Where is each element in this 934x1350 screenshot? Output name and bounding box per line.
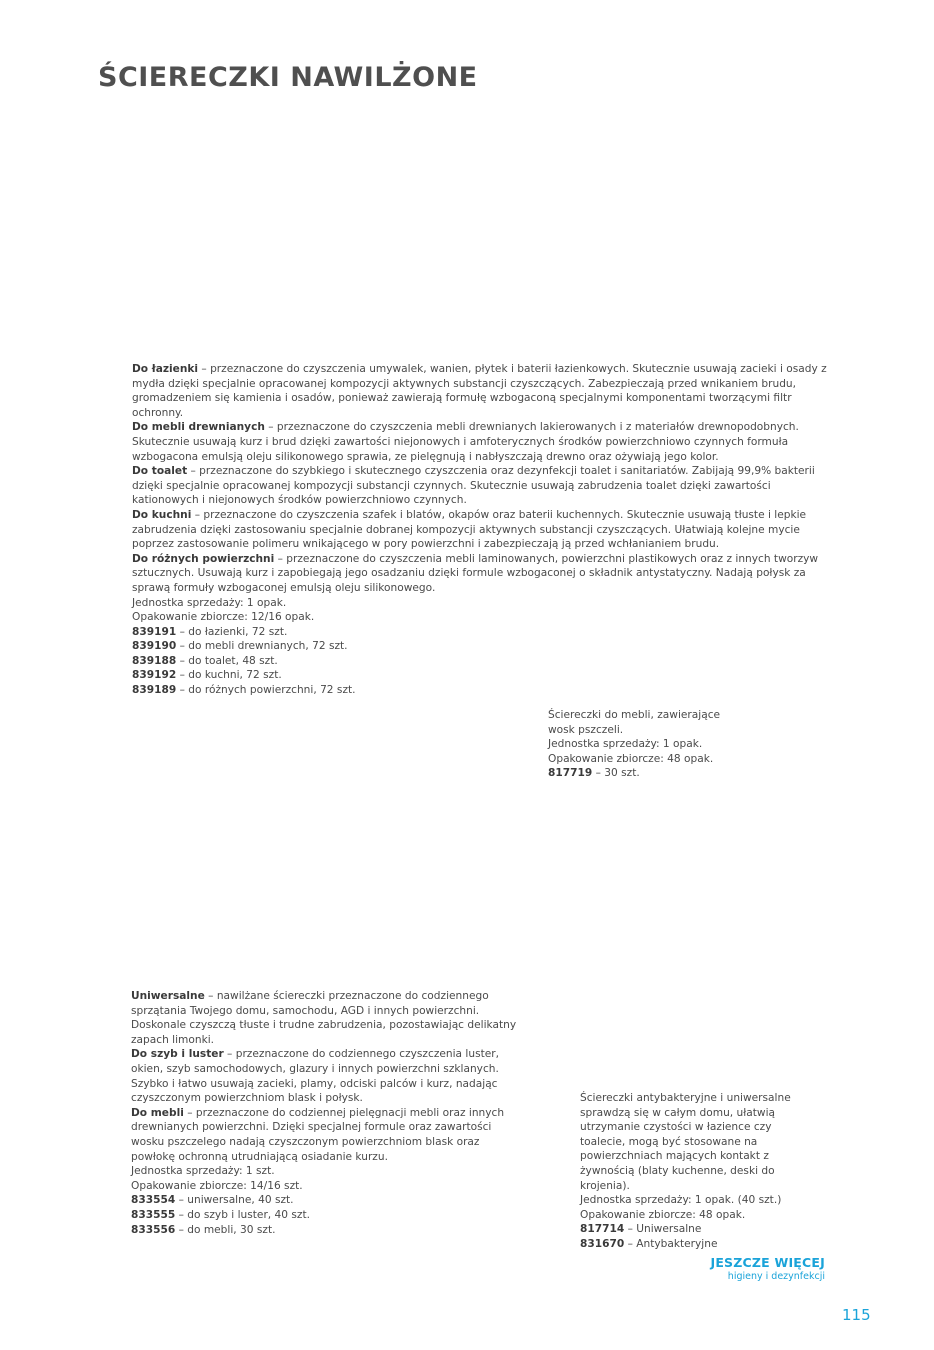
more-title: JESZCZE WIĘCEJ xyxy=(710,1255,825,1270)
product-code: 839192 xyxy=(132,669,177,682)
product-code-line xyxy=(548,766,738,781)
description-bathroom xyxy=(132,362,837,420)
product-code-desc: – 30 szt. xyxy=(592,767,640,780)
bulk-package: Opakowanie zbiorcze: 14/16 szt. xyxy=(131,1179,303,1192)
product-code-desc: – do szyb i luster, 40 szt. xyxy=(175,1208,310,1221)
product-name: Do szyb i luster xyxy=(131,1048,224,1061)
product-code-line xyxy=(132,668,837,683)
product-description: Ściereczki do mebli, zawierające wosk pszczeli. xyxy=(548,709,721,736)
product-code: 817719 xyxy=(548,767,593,780)
more-subtitle: higieny i dezynfekcji xyxy=(727,1271,825,1282)
product-name: Uniwersalne xyxy=(131,990,205,1002)
product-code-desc: – Antybakteryjne xyxy=(624,1237,718,1250)
product-code: 831670 xyxy=(580,1237,625,1250)
product-code-line xyxy=(580,1222,810,1237)
product-code: 839191 xyxy=(132,625,177,638)
description-wood-furniture xyxy=(132,420,837,464)
product-code-desc: – do łazienki, 72 szt. xyxy=(176,625,288,638)
product-code: 817714 xyxy=(580,1223,625,1236)
product-code: 833556 xyxy=(131,1223,176,1236)
product-code-desc: – do mebli, 30 szt. xyxy=(175,1223,276,1236)
product-code-line xyxy=(131,1223,523,1238)
product-code-desc: – uniwersalne, 40 szt. xyxy=(175,1194,294,1207)
product-code-line xyxy=(132,654,837,669)
description-kitchen xyxy=(132,508,837,552)
product-name: Do łazienki xyxy=(132,363,199,375)
product-name: Do toalet xyxy=(132,465,188,478)
page-number: 115 xyxy=(842,1306,871,1324)
product-name: Do kuchni xyxy=(132,508,192,521)
product-description: Ściereczki antybakteryjne i uniwersalne sprawdzą się w całym domu, ułatwią utrzymanie czystości w łazience czy toalecie, mogą być stosowane na powierzchniach mających kontakt z żywnością (blaty kuchenne, deski do krojenia). xyxy=(580,1092,791,1192)
sales-unit: Jednostka sprzedaży: 1 opak. xyxy=(132,596,287,609)
page-title: ŚCIERECZKI NAWILŻONE xyxy=(98,62,478,93)
bulk-package: Opakowanie zbiorcze: 48 opak. xyxy=(580,1208,746,1221)
product-code-desc: – do toalet, 48 szt. xyxy=(176,654,278,667)
product-description: – nawilżane ściereczki przeznaczone do codziennego sprzątania Twojego domu, samochodu, AGD i innych powierzchni. Doskonale czyszczą tłuste i trudne zabrudzenia, pozostawiając delikatny zapach limonki. xyxy=(131,990,517,1046)
product-code-line xyxy=(580,1237,810,1252)
product-block-cleaning-wipes xyxy=(132,362,837,698)
product-block-universal-wipes xyxy=(131,989,523,1237)
product-description: – przeznaczone do codziennego czyszczenia luster, okien, szyb samochodowych, glazury i innych powierzchni szklanych. Szybko i łatwo usuwają zacieki, plamy, odciski palców i kurz, nadając czyszczonym powierzchniom blask i połysk. xyxy=(131,1048,499,1105)
product-code-desc: – do mebli drewnianych, 72 szt. xyxy=(176,640,348,653)
sales-unit: Jednostka sprzedaży: 1 opak. xyxy=(548,738,703,751)
product-code: 839190 xyxy=(132,640,177,653)
product-code: 833554 xyxy=(131,1194,176,1207)
description-various-surfaces xyxy=(132,552,837,596)
description-glass-mirrors xyxy=(131,1047,523,1105)
product-description: – przeznaczone do szybkiego i skutecznego czyszczenia oraz dezynfekcji toalet i sanitariatów. Zabijają 99,9% bakterii dzięki specjalnie opracowanej kompozycji substancji czynnych. Skutecznie usuwają zabrudzenia toalet dzięki zawartości kationowych i niejonowych środków powierzchniowo czynnych. xyxy=(132,465,815,507)
product-code-line xyxy=(132,639,837,654)
product-description: – przeznaczone do czyszczenia mebli drewnianych lakierowanych i z materiałów drewnopodobnych. Skutecznie usuwają kurz i brud dzięki zawartości niejonowych i amfoterycznych środków powierzchniowo czynnych formuła wzbogacona emulsją oleju silikonowego sprawia, ze pielęgnują i nabłyszczają drewno oraz ożywiają jego kolor. xyxy=(132,421,799,463)
description-toilet xyxy=(132,464,837,508)
sales-unit: Jednostka sprzedaży: 1 szt. xyxy=(131,1165,275,1178)
product-block-antibacterial-wipes xyxy=(580,1091,810,1252)
bulk-package: Opakowanie zbiorcze: 12/16 opak. xyxy=(132,611,315,624)
product-code-desc: – do kuchni, 72 szt. xyxy=(176,669,282,682)
description-universal xyxy=(131,989,523,1047)
product-description: – przeznaczone do czyszczenia mebli laminowanych, powierzchni plastikowych oraz z innych tworzyw sztucznych. Usuwają kurz i zapobiegają jego osadzaniu dzięki formule wzbogaconej o składnik antystatyczny. Nadają połysk za sprawą formuły wzbogaconej emulsją oleju silikonowego. xyxy=(132,552,819,594)
product-name: Do mebli drewnianych xyxy=(132,421,265,434)
product-code-line xyxy=(132,683,837,698)
product-block-furniture-wax xyxy=(548,708,738,781)
product-code-desc: – Uniwersalne xyxy=(624,1223,702,1236)
product-description: – przeznaczone do czyszczenia umywalek, wanien, płytek i baterii łazienkowych. Skutecznie usuwają zacieki i osady z mydła dzięki specjalnie opracowanej kompozycji aktywnych substancji czyszczących. Zabezpieczają przed wnikaniem brudu, gromadzeniem się kamienia i osadów, ponieważ zawierają formułę wzbogaconą specjalnymi komponentami tworzącymi filtr ochronny. xyxy=(132,363,827,419)
product-name: Do mebli xyxy=(131,1106,184,1119)
product-code-line xyxy=(131,1193,523,1208)
product-code-line xyxy=(131,1208,523,1223)
product-code-line xyxy=(132,625,837,640)
bulk-package: Opakowanie zbiorcze: 48 opak. xyxy=(548,752,714,765)
description-furniture xyxy=(131,1106,523,1164)
sales-unit: Jednostka sprzedaży: 1 opak. (40 szt.) xyxy=(580,1194,782,1207)
product-code-desc: – do różnych powierzchni, 72 szt. xyxy=(176,684,356,697)
product-code: 833555 xyxy=(131,1208,176,1221)
product-description: – przeznaczone do czyszczenia szafek i blatów, okapów oraz baterii kuchennych. Skutecznie usuwają tłuste i lepkie zabrudzenia dzięki zastosowaniu specjalnie dobranej kompozycji aktywnych substancji czyszczących. Ułatwiają kolejne mycie poprzez zastosowanie polimeru wnikającego w pory powierzchni i zabezpieczają ją przed wchłanianiem brudu. xyxy=(132,508,807,551)
more-hygiene-banner xyxy=(710,1255,825,1282)
product-description: – przeznaczone do codziennej pielęgnacji mebli oraz innych drewnianych powierzchni. Dzięki specjalnej formule oraz zawartości wosku pszczelego nadają czyszczonym powierzchniom blask oraz powłokę ochronną utrudniającą osiadanie kurzu. xyxy=(131,1106,505,1163)
product-code: 839189 xyxy=(132,684,177,697)
product-name: Do różnych powierzchni xyxy=(132,552,275,565)
product-code: 839188 xyxy=(132,654,177,667)
